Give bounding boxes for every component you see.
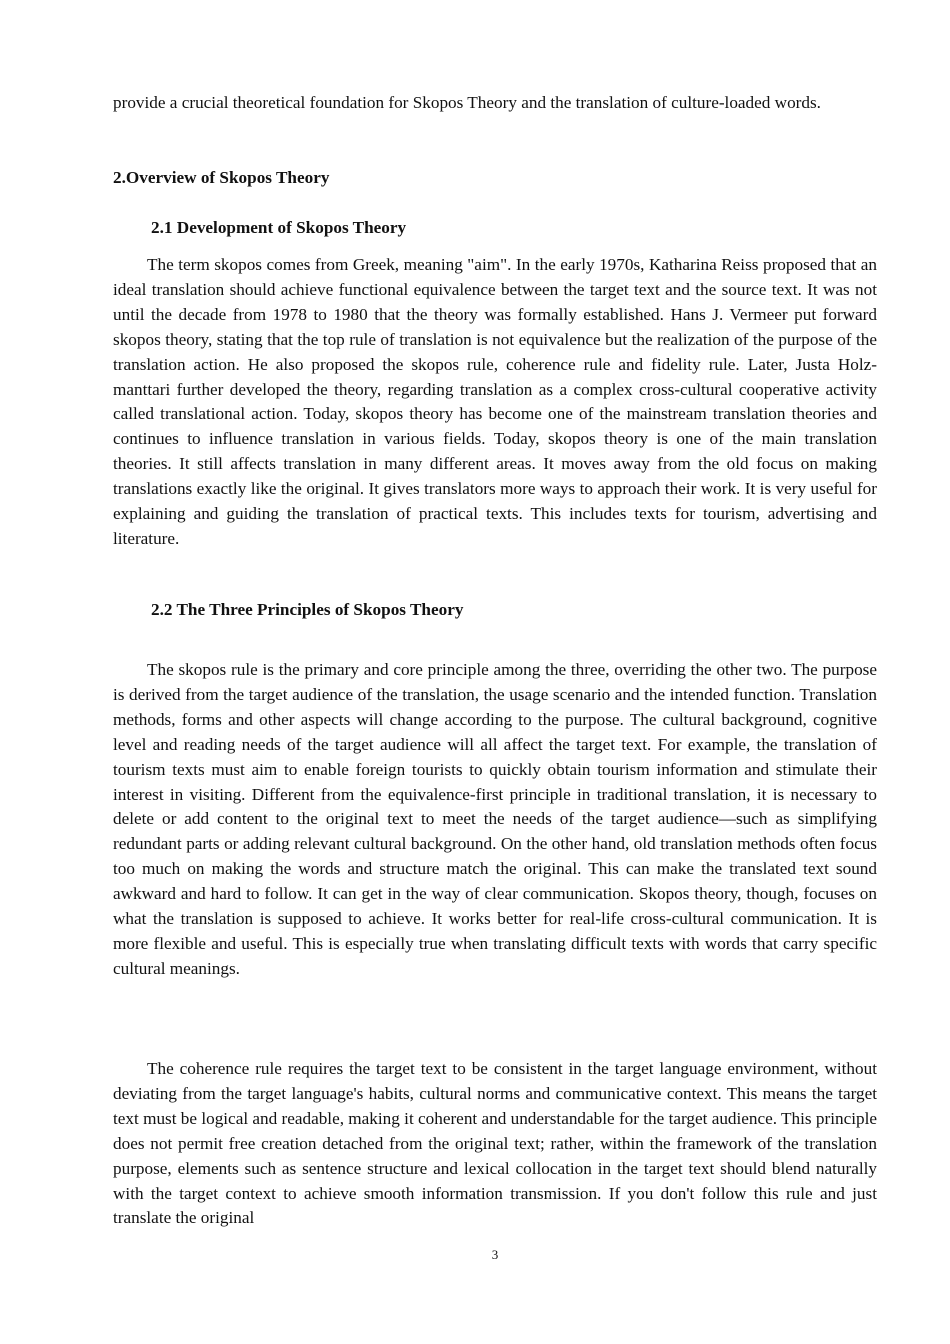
intro-paragraph: provide a crucial theoretical foundation for Skopos Theory and the translation of culture-loaded words.	[113, 93, 821, 112]
subsection-1-paragraph: The term skopos comes from Greek, meaning "aim". In the early 1970s, Katharina Reiss proposed that an ideal translation should achieve functional equivalence between the target text and the source text. It was not until the decade from 1978 to 1980 that the theory was formally established. Hans J. Vermeer put forward skopos theory, stating that the top rule of translation is not equivalence but the realization of the purpose of the translation action. He also proposed the skopos rule, coherence rule and fidelity rule. Later, Justa Holz-manttari further developed the theory, regarding translation as a complex cross-cultural cooperative activity called translational action. Today, skopos theory has become one of the mainstream translation theories and continues to influence translation in various fields. Today, skopos theory is one of the main translation theories. It still affects translation in many different areas. It moves away from the old focus on making translations exactly like the original. It gives translators more ways to approach their work. It is very useful for explaining and guiding the translation of practical texts. This includes texts for tourism, advertising and literature.	[113, 255, 877, 548]
subsection-1-heading: 2.1 Development of Skopos Theory	[151, 218, 407, 237]
skopos-rule-paragraph: The skopos rule is the primary and core principle among the three, overriding the other two. The purpose is derived from the target audience of the translation, the usage scenario and the intended function. Translation methods, forms and other aspects will change according to the purpose. The cultural background, cognitive level and reading needs of the target audience will all affect the target text. For example, the translation of tourism texts must aim to enable foreign tourists to quickly obtain tourism information and stimulate their interest in visiting. Different from the equivalence-first principle in traditional translation, it is necessary to delete or add content to the original text to meet the needs of the target audience—such as simplifying redundant parts or adding relevant cultural background. On the other hand, old translation methods often focus too much on making the words and structure match the original. This can make the translated text sound awkward and hard to follow. It can get in the way of clear communication. Skopos theory, though, focuses on what the translation is supposed to achieve. It works better for real-life cross-cultural communication. It is more flexible and useful. This is especially true when translating difficult texts with words that carry specific cultural meanings.	[113, 660, 877, 978]
section-heading: 2.Overview of Skopos Theory	[113, 168, 330, 187]
coherence-rule-paragraph: The coherence rule requires the target text to be consistent in the target language environment, without deviating from the target language's habits, cultural norms and communicative context. This means the target text must be logical and readable, making it coherent and understandable for the target audience. This principle does not permit free creation detached from the original text; rather, within the framework of the translation purpose, elements such as sentence structure and lexical collocation in the target text should blend naturally with the target context to achieve smooth information transmission. If you don't follow this rule and just translate the original	[113, 1059, 877, 1228]
page-number: 3	[491, 1247, 499, 1262]
subsection-2-heading: 2.2 The Three Principles of Skopos Theory	[151, 600, 464, 619]
